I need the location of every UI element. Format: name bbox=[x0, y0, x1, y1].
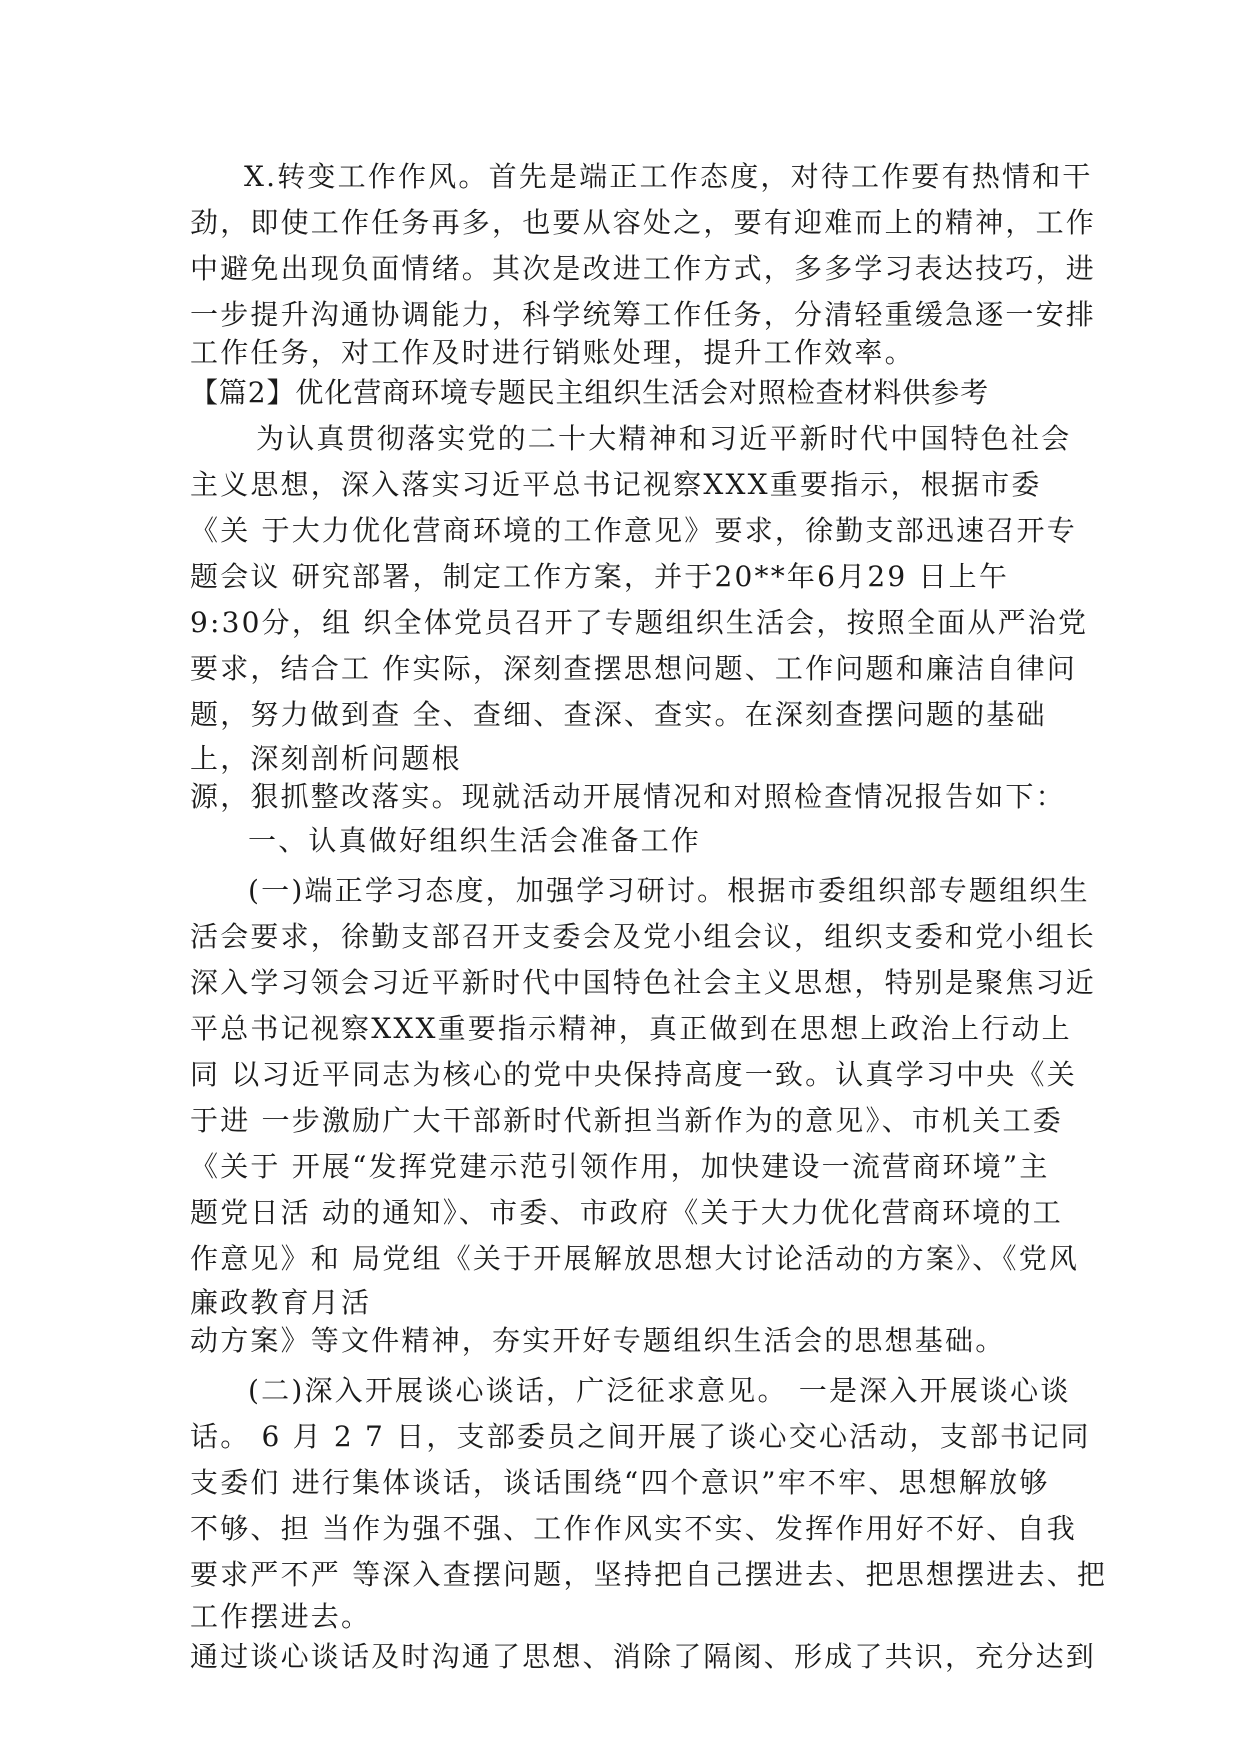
text-line: 题党日活 动的通知》、市委、市政府《关于大力优化营商环境的工 bbox=[190, 1196, 1063, 1229]
text-line: 活会要求，徐勤支部召开支委会及党小组会议，组织支委和党小组长 bbox=[190, 920, 1097, 953]
text-line: 一步提升沟通协调能力，科学统筹工作任务，分清轻重缓急逐一安排 bbox=[190, 298, 1097, 331]
text-line: 同 以习近平同志为核心的党中央保持高度一致。认真学习中央《关 bbox=[190, 1058, 1077, 1091]
text-line: 工作摆进去。 bbox=[190, 1600, 372, 1633]
text-line: 中避免出现负面情绪。其次是改进工作方式，多多学习表达技巧，进 bbox=[190, 252, 1097, 285]
text-line: 不够、担 当作为强不强、工作作风实不实、发挥作用好不好、自我 bbox=[190, 1512, 1077, 1545]
text-line: 要求严不严 等深入查摆问题，坚持把自己摆进去、把思想摆进去、把 bbox=[190, 1558, 1108, 1591]
text-line: 通过谈心谈话及时沟通了思想、消除了隔阂、形成了共识，充分达到 bbox=[190, 1640, 1097, 1673]
text-line: (二)深入开展谈心谈话，广泛征求意见。 一是深入开展谈心谈 bbox=[248, 1374, 1071, 1407]
text-line: 主义思想，深入落实习近平总书记视察XXX重要指示，根据市委 bbox=[190, 468, 1042, 501]
text-line: 题会议 研究部署，制定工作方案，并于20**年6月29 日上午 bbox=[190, 560, 1010, 593]
text-line: 题，努力做到查 全、查细、查深、查实。在深刻查摆问题的基础 bbox=[190, 698, 1047, 731]
text-line: 平总书记视察XXX重要指示精神，真正做到在思想上政治上行动上 bbox=[190, 1012, 1072, 1045]
section-heading: 【篇2】优化营商环境专题民主组织生活会对照检查材料供参考 bbox=[190, 376, 990, 409]
heading-one: 一、认真做好组织生活会准备工作 bbox=[248, 824, 702, 857]
text-line: (一)端正学习态度，加强学习研讨。根据市委组织部专题组织生 bbox=[248, 874, 1090, 907]
text-line: 深入学习领会习近平新时代中国特色社会主义思想，特别是聚焦习近 bbox=[190, 966, 1097, 999]
text-line: 源，狠抓整改落实。现就活动开展情况和对照检查情况报告如下： bbox=[190, 780, 1066, 813]
text-line: 工作任务，对工作及时进行销账处理，提升工作效率。 bbox=[190, 336, 915, 369]
text-line: X.转变工作作风。首先是端正工作态度，对待工作要有热情和干 bbox=[244, 160, 1093, 193]
text-line: 劲，即使工作任务再多，也要从容处之，要有迎难而上的精神，工作 bbox=[190, 206, 1097, 239]
text-line: 《关 于大力优化营商环境的工作意见》要求，徐勤支部迅速召开专 bbox=[190, 514, 1077, 547]
text-line: 要求，结合工 作实际，深刻查摆思想问题、工作问题和廉洁自律问 bbox=[190, 652, 1077, 685]
text-line: 于进 一步激励广大干部新时代新担当新作为的意见》、市机关工委 bbox=[190, 1104, 1063, 1137]
text-line: 上，深刻剖析问题根 bbox=[190, 742, 462, 775]
text-line: 动方案》等文件精神，夯实开好专题组织生活会的思想基础。 bbox=[190, 1324, 1006, 1357]
text-line: 9:30分，组 织全体党员召开了专题组织生活会，按照全面从严治党 bbox=[190, 606, 1089, 639]
text-line: 《关于 开展“发挥党建示范引领作用，加快建设一流营商环境”主 bbox=[190, 1150, 1050, 1183]
text-line: 支委们 进行集体谈话，谈话围绕“四个意识”牢不牢、思想解放够 bbox=[190, 1466, 1050, 1499]
text-line: 作意见》和 局党组《关于开展解放思想大讨论活动的方案》、《党风 bbox=[190, 1242, 1080, 1275]
text-line: 廉政教育月活 bbox=[190, 1286, 372, 1319]
text-line: 话。 6 月 2 7 日，支部委员之间开展了谈心交心活动，支部书记同 bbox=[190, 1420, 1091, 1453]
text-line: 为认真贯彻落实党的二十大精神和习近平新时代中国特色社会 bbox=[256, 422, 1072, 455]
